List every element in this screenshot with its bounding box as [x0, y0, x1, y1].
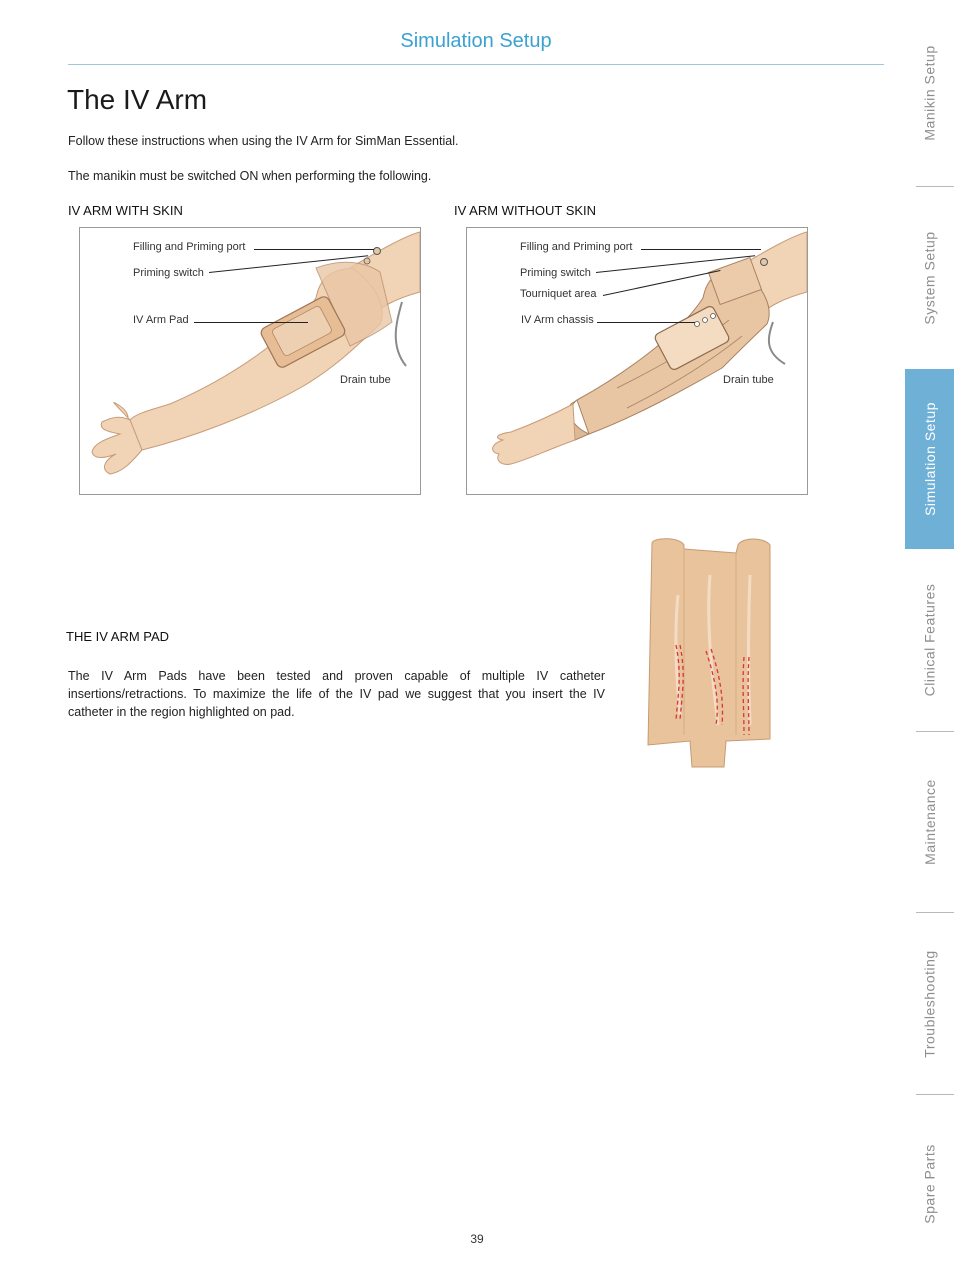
sidebar-tab-troubleshooting[interactable] — [905, 913, 954, 1094]
callout-iv-arm-pad: IV Arm Pad — [133, 314, 189, 326]
sidebar-tab-label: Maintenance — [921, 779, 938, 865]
sidebar-tab-label: Simulation Setup — [921, 402, 938, 516]
note-text: The manikin must be switched ON when performing the following. — [68, 169, 432, 183]
page-number: 39 — [470, 1232, 484, 1246]
callout-line — [254, 249, 374, 250]
sidebar-tab-label: Manikin Setup — [921, 45, 938, 141]
sidebar-tab-label: Spare Parts — [921, 1143, 938, 1224]
callout-line — [194, 322, 308, 323]
sidebar-tab-system-setup[interactable] — [905, 187, 954, 369]
sidebar-tab-manikin-setup[interactable] — [905, 0, 954, 186]
pad-section-heading: THE IV ARM PAD — [66, 629, 170, 644]
sidebar-tab-clinical-features[interactable] — [905, 549, 954, 731]
intro-text: Follow these instructions when using the IV Arm for SimMan Essential. — [68, 134, 459, 148]
callout-filling-priming-port: Filling and Priming port — [133, 241, 246, 253]
header-divider — [68, 64, 884, 65]
figure-iv-arm-with-skin — [79, 227, 421, 495]
sidebar-tab-label: System Setup — [921, 231, 938, 325]
iv-arm-pad-illustration — [640, 535, 780, 775]
callout-drain-tube: Drain tube — [723, 374, 774, 386]
figure-heading-without-skin: IV ARM WITHOUT SKIN — [454, 203, 597, 218]
sidebar-tab-maintenance[interactable] — [905, 732, 954, 912]
sidebar-tab-label: Clinical Features — [921, 583, 938, 697]
callout-filling-priming-port: Filling and Priming port — [520, 241, 633, 253]
callout-iv-arm-chassis: IV Arm chassis — [521, 314, 594, 326]
sidebar-tab-simulation-setup[interactable] — [905, 369, 954, 549]
callout-priming-switch: Priming switch — [520, 267, 591, 279]
callout-line — [597, 322, 695, 323]
figure-iv-arm-without-skin — [466, 227, 808, 495]
callout-tourniquet-area: Tourniquet area — [520, 288, 597, 300]
figure-heading-with-skin: IV ARM WITH SKIN — [68, 203, 183, 218]
callout-drain-tube: Drain tube — [340, 374, 391, 386]
callout-line — [641, 249, 761, 250]
callout-priming-switch: Priming switch — [133, 267, 204, 279]
sidebar-tab-label: Troubleshooting — [921, 949, 938, 1058]
section-title: Simulation Setup — [400, 30, 552, 52]
page-title: The IV Arm — [67, 84, 208, 115]
pad-section-body: The IV Arm Pads have been tested and proven capable of multiple IV catheter insertions/retractions. To maximize the life of the IV pad we suggest that you insert the IV catheter in the region highlighted on pad. — [68, 669, 605, 719]
